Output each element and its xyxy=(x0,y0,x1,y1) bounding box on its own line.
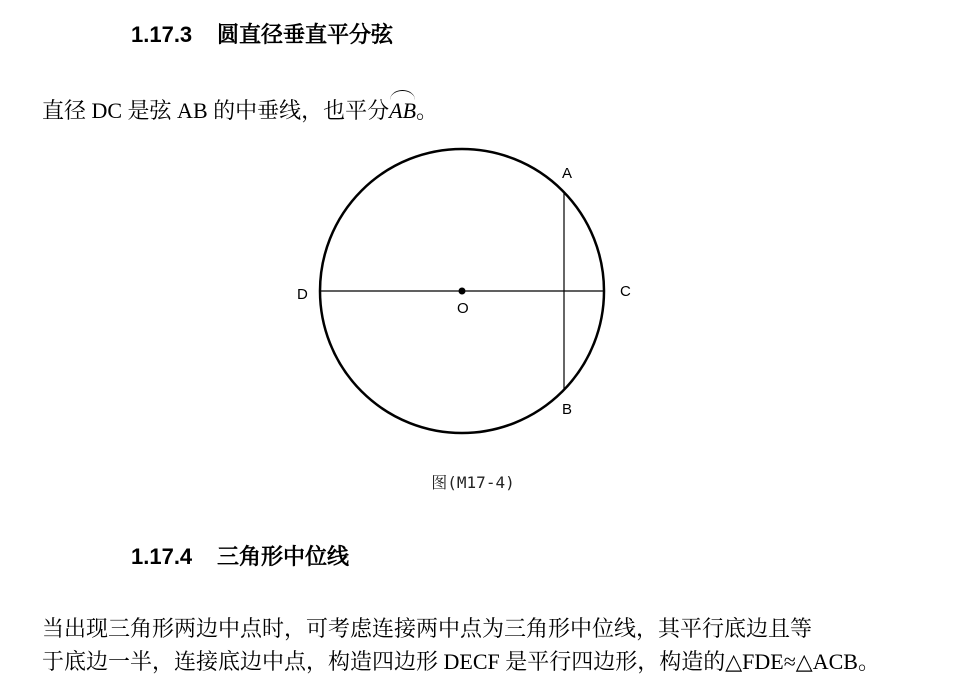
center-point xyxy=(459,288,466,295)
label-c: C xyxy=(620,283,631,300)
label-o: O xyxy=(457,300,469,317)
section-heading-1-17-3 xyxy=(131,18,393,49)
section-title: 圆直径垂直平分弦 xyxy=(217,22,394,47)
label-d: D xyxy=(297,286,308,303)
circle-diagram xyxy=(280,140,660,450)
figure-caption: 图(M17-4) xyxy=(431,473,515,492)
label-a: A xyxy=(562,165,573,182)
section-number: 1.17.3 xyxy=(131,22,193,47)
section-title: 三角形中位线 xyxy=(217,544,350,569)
paragraph-midline xyxy=(42,612,880,678)
paragraph-line-2: 于底边一半，连接底边中点，构造四边形 DECF 是平行四边形，构造的△FDE≈△ACB。 xyxy=(42,649,880,674)
paragraph-line-1: 当出现三角形两边中点时，可考虑连接两中点为三角形中位线，其平行底边且等 xyxy=(42,616,813,641)
paragraph-diameter xyxy=(42,92,438,127)
section-number: 1.17.4 xyxy=(131,544,193,569)
label-b: B xyxy=(562,401,573,418)
arc-ab-label: AB xyxy=(389,92,416,127)
paragraph-end: 。 xyxy=(416,98,439,123)
section-heading-1-17-4 xyxy=(131,540,349,571)
paragraph-text: 直径 DC 是弦 AB 的中垂线，也平分 xyxy=(42,98,390,123)
